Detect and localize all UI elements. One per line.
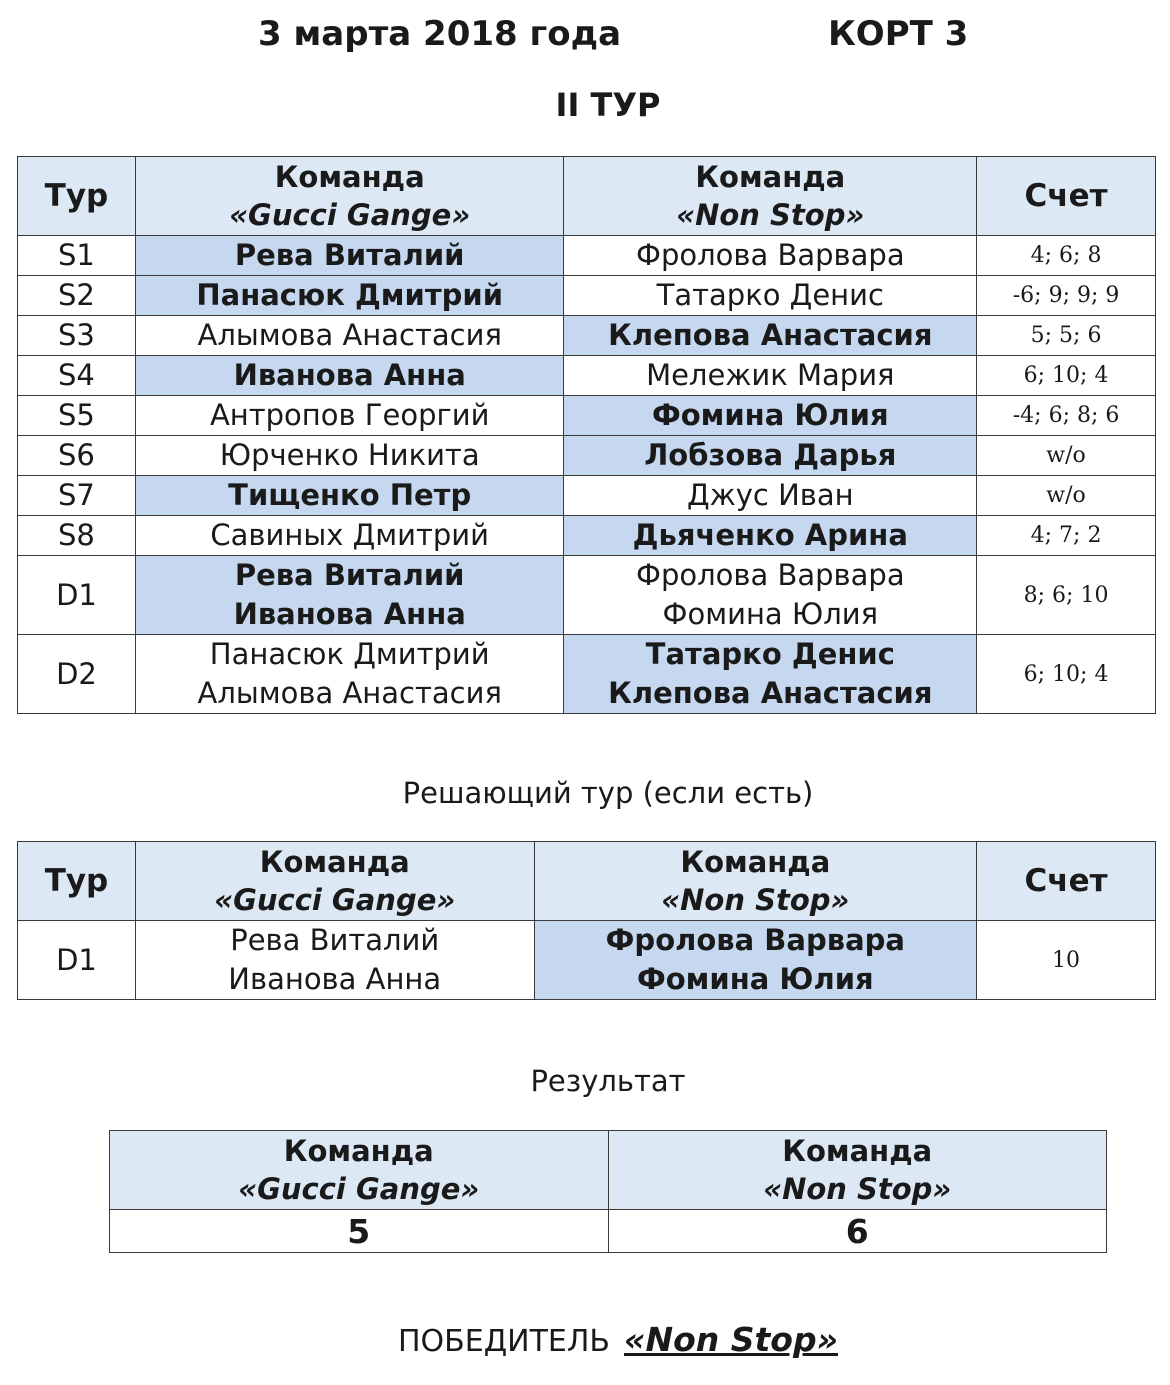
table-row — [18, 236, 1156, 276]
match-score: w/o — [977, 476, 1156, 516]
team-a-name: «Gucci Gange» — [229, 198, 471, 232]
result-score-b: 6 — [608, 1210, 1107, 1253]
player-name: Клепова Анастасия — [608, 676, 933, 710]
winner-label: ПОБЕДИТЕЛЬ — [398, 1324, 611, 1359]
team-b-name: «Non Stop» — [763, 1172, 952, 1206]
player-name: Дьяченко Арина — [632, 518, 908, 552]
player-cell-team-a — [135, 396, 564, 436]
match-score: -4; 6; 8; 6 — [977, 396, 1156, 436]
player-cell-team-b — [564, 476, 977, 516]
match-date: 3 марта 2018 года — [258, 14, 622, 54]
player-cell-team-b — [564, 556, 977, 635]
match-score: 4; 7; 2 — [977, 516, 1156, 556]
player-cell-team-a — [135, 276, 564, 316]
player-cell-team-b — [564, 635, 977, 714]
round-title: II ТУР — [555, 86, 661, 124]
match-score: w/o — [977, 436, 1156, 476]
player-name: Фролова Варвара — [636, 558, 905, 592]
player-cell-team-a — [135, 316, 564, 356]
player-name: Рева Виталий — [234, 238, 465, 272]
col-header-team-a — [110, 1131, 609, 1210]
col-header-tur: Тур — [18, 157, 136, 236]
match-score: -6; 9; 9; 9 — [977, 276, 1156, 316]
player-cell-team-a — [135, 516, 564, 556]
player-cell-team-a — [135, 436, 564, 476]
col-header-team-a — [135, 157, 564, 236]
result-caption: Результат — [530, 1064, 686, 1098]
col-header-tur: Тур — [18, 842, 136, 921]
player-name: Панасюк Дмитрий — [196, 278, 504, 312]
match-code: S6 — [18, 436, 136, 476]
player-name: Мележик Мария — [646, 358, 895, 392]
player-name: Татарко Денис — [645, 637, 895, 671]
player-cell-team-b — [564, 356, 977, 396]
match-score: 5; 5; 6 — [977, 316, 1156, 356]
player-cell-team-a — [135, 635, 564, 714]
player-name: Иванова Анна — [228, 962, 442, 996]
table-row — [18, 476, 1156, 516]
col-header-score: Счет — [977, 842, 1156, 921]
table-row — [18, 316, 1156, 356]
team-a-name: «Gucci Gange» — [238, 1172, 480, 1206]
match-code: S7 — [18, 476, 136, 516]
match-code: S2 — [18, 276, 136, 316]
player-name: Татарко Денис — [656, 278, 884, 312]
player-name: Иванова Анна — [233, 597, 466, 631]
team-b-name: «Non Stop» — [661, 883, 850, 917]
player-name: Фролова Варвара — [605, 923, 905, 957]
player-name: Савиных Дмитрий — [210, 518, 489, 552]
player-cell-team-a — [135, 236, 564, 276]
match-score: 6; 10; 4 — [977, 635, 1156, 714]
table-row — [18, 635, 1156, 714]
player-name: Антропов Георгий — [209, 398, 490, 432]
player-cell-team-b — [564, 516, 977, 556]
player-cell-team-a — [135, 356, 564, 396]
court-label: КОРТ 3 — [828, 14, 969, 54]
match-score: 6; 10; 4 — [977, 356, 1156, 396]
player-name: Иванова Анна — [233, 358, 466, 392]
player-cell-team-a — [135, 921, 534, 1000]
team-a-name: «Gucci Gange» — [214, 883, 456, 917]
team-b-name: «Non Stop» — [676, 198, 865, 232]
col-header-team-a — [135, 842, 534, 921]
player-cell-team-b — [564, 276, 977, 316]
player-name: Лобзова Дарья — [644, 438, 897, 472]
match-code: D1 — [18, 921, 136, 1000]
player-cell-team-b — [564, 396, 977, 436]
match-score: 4; 6; 8 — [977, 236, 1156, 276]
decider-body — [18, 921, 1156, 1000]
table-row — [18, 921, 1156, 1000]
player-name: Юрченко Никита — [219, 438, 480, 472]
team-word: Команда — [680, 845, 831, 879]
player-name: Панасюк Дмитрий — [209, 637, 490, 671]
result-score-a: 5 — [110, 1210, 609, 1253]
match-code: S5 — [18, 396, 136, 436]
table-header-row — [110, 1131, 1107, 1210]
table-row — [18, 556, 1156, 635]
player-name: Джус Иван — [686, 478, 854, 512]
table-row — [18, 396, 1156, 436]
table-row — [18, 276, 1156, 316]
team-word: Команда — [259, 845, 410, 879]
player-name: Алымова Анастасия — [197, 676, 502, 710]
decider-table — [17, 841, 1156, 1000]
team-word: Команда — [782, 1134, 933, 1168]
player-name: Тищенко Петр — [228, 478, 472, 512]
result-row — [110, 1210, 1107, 1253]
player-name: Клепова Анастасия — [608, 318, 933, 352]
col-header-team-b — [534, 842, 977, 921]
table-row — [18, 516, 1156, 556]
player-cell-team-b — [564, 316, 977, 356]
player-cell-team-a — [135, 556, 564, 635]
table-header-row — [18, 157, 1156, 236]
match-code: S8 — [18, 516, 136, 556]
col-header-team-b — [608, 1131, 1107, 1210]
table-header-row — [18, 842, 1156, 921]
player-cell-team-b — [564, 236, 977, 276]
player-name: Рева Виталий — [230, 923, 440, 957]
table-row — [18, 436, 1156, 476]
winner-team: «Non Stop» — [624, 1320, 839, 1359]
team-word: Команда — [274, 160, 425, 194]
team-word: Команда — [695, 160, 846, 194]
result-table — [109, 1130, 1107, 1253]
col-header-score: Счет — [977, 157, 1156, 236]
player-cell-team-b — [564, 436, 977, 476]
player-name: Фомина Юлия — [637, 962, 874, 996]
player-name: Рева Виталий — [234, 558, 465, 592]
match-code: D2 — [18, 635, 136, 714]
player-cell-team-a — [135, 476, 564, 516]
winner-line — [398, 1320, 838, 1359]
match-code: D1 — [18, 556, 136, 635]
match-code: S1 — [18, 236, 136, 276]
player-name: Фомина Юлия — [662, 597, 879, 631]
player-name: Фролова Варвара — [636, 238, 905, 272]
match-score: 8; 6; 10 — [977, 556, 1156, 635]
matches-body — [18, 236, 1156, 714]
player-name: Алымова Анастасия — [197, 318, 502, 352]
matches-table — [17, 156, 1156, 714]
decider-caption: Решающий тур (если есть) — [402, 776, 814, 810]
team-word: Команда — [283, 1134, 434, 1168]
col-header-team-b — [564, 157, 977, 236]
match-code: S3 — [18, 316, 136, 356]
table-row — [18, 356, 1156, 396]
player-name: Фомина Юлия — [651, 398, 889, 432]
player-cell-team-b — [534, 921, 977, 1000]
match-code: S4 — [18, 356, 136, 396]
match-score: 10 — [977, 921, 1156, 1000]
